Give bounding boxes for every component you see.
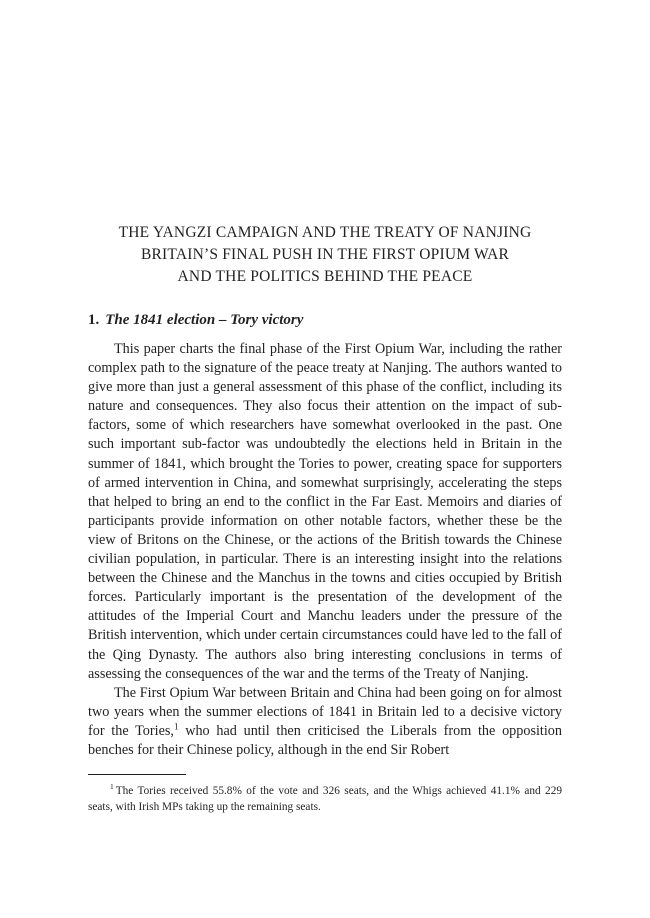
footnote-divider [88, 774, 186, 775]
footnote-reference: 1 [173, 721, 179, 732]
section-heading-text: The 1841 election – Tory victory [105, 312, 304, 328]
chapter-title [80, 222, 570, 288]
title-line-2: BRITAIN’S FINAL PUSH IN THE FIRST OPIUM WAR [140, 246, 510, 263]
paragraph-2-text-a: The First Opium War between Britain and China had been going on for almost two years when the summer elections of 1841 in Britain led to a decisive victory for the Tories, [88, 684, 562, 739]
title-line-3: AND THE POLITICS BEHIND THE PEACE [177, 268, 473, 285]
section-heading [88, 312, 303, 329]
paragraph-2 [88, 684, 562, 760]
title-line-1: THE YANGZI CAMPAIGN AND THE TREATY OF NANJING [118, 224, 532, 241]
paragraph-1: This paper charts the final phase of the First Opium War, including the rather complex path to the signature of the peace treaty at Nanjing. The authors wanted to give more than just a general assessment of this phase of the conflict, including its nature and consequences. They also focus their attention on the impact of sub-factors, some of which researchers have somewhat overlooked in the past. One such important sub-factor was undoubtedly the elections held in Britain in the summer of 1841, which brought the Tories to power, creating space for supporters of armed intervention in China, and somewhat surprisingly, accelerating the steps that helped to bring an end to the conflict in the Far East. Memoirs and diaries of participants provide information on other notable factors, whether these be the view of Britons on the Chinese, or the actions of the British towards the Chinese civilian population, in particular. There is an interesting insight into the relations between the Chinese and the Manchus in the towns and cities occupied by British forces. Particularly important is the presentation of the development of the attitudes of the Imperial Court and Manchu leaders under the pressure of the British intervention, which under certain circumstances could have led to the fall of the Qing Dynasty. The authors also bring interesting conclusions in terms of assessing the consequences of the war and the terms of the Treaty of Nanjing. [88, 341, 562, 682]
paragraph-2-text-b: who had until then criticised the Liberals from the opposition benches for their Chinese policy, although in the end Sir Robert [88, 722, 562, 758]
footnote-number: 1 [110, 782, 114, 792]
footnote-text: The Tories received 55.8% of the vote and 326 seats, and the Whigs achieved 41.1% and 229 seats, with Irish MPs taking up the remaining seats. [88, 785, 562, 813]
section-number: 1. [88, 312, 100, 328]
body-text [88, 340, 562, 760]
footnote [88, 784, 562, 815]
